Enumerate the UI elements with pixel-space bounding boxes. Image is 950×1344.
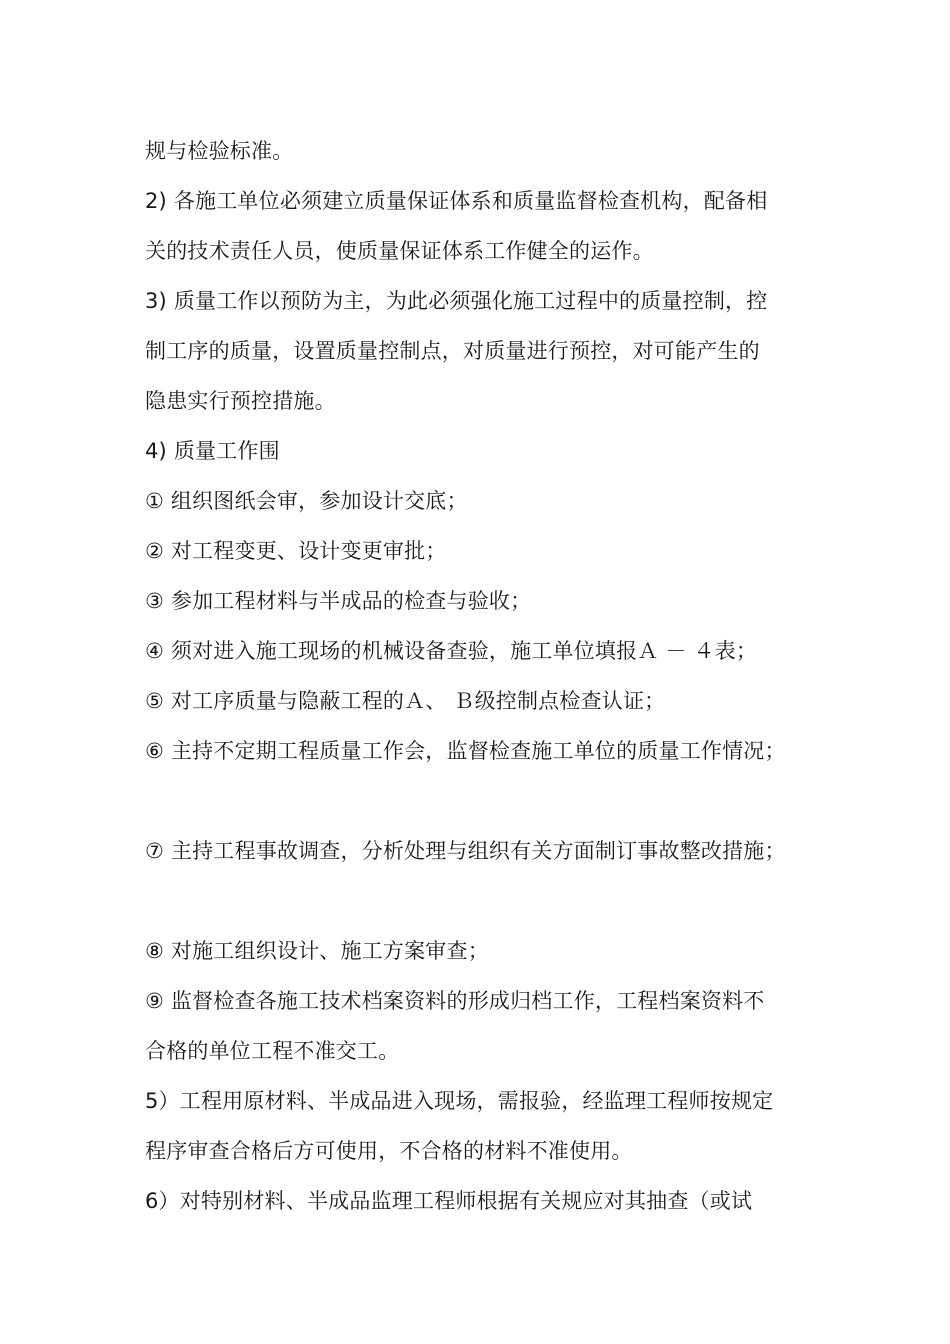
text-line: 6）对特别材料、半成品监理工程师根据有关规应对其抽查（或试 — [145, 1189, 753, 1213]
blank-line — [145, 876, 835, 926]
document-body — [145, 126, 835, 1226]
text-line: 关的技术责任人员，使质量保证体系工作健全的运作。 — [145, 239, 654, 263]
list-item: ⑨ 监督检查各施工技术档案资料的形成归档工作，工程档案资料不 — [145, 989, 765, 1013]
text-line: 5）工程用原材料、半成品进入现场，需报验，经监理工程师按规定 — [145, 1089, 774, 1113]
list-item: ⑦ 主持工程事故调查，分析处理与组织有关方面制订事故整改措施； — [145, 839, 786, 863]
list-item: ③ 参加工程材料与半成品的检查与验收； — [145, 589, 532, 613]
text-line: 2) 各施工单位必须建立质量保证体系和质量监督检查机构，配备相 — [145, 189, 768, 213]
text-line: 合格的单位工程不准交工。 — [145, 1039, 400, 1063]
list-item: ⑧ 对施工组织设计、施工方案审查； — [145, 939, 489, 963]
blank-line — [145, 776, 835, 826]
text-line: 程序审查合格后方可使用，不合格的材料不准使用。 — [145, 1139, 633, 1163]
list-item: ② 对工程变更、设计变更审批； — [145, 539, 447, 563]
text-line: 隐患实行预控措施。 — [145, 389, 336, 413]
list-item: ① 组织图纸会审，参加设计交底； — [145, 489, 468, 513]
text-line: 规与检验标准。 — [145, 139, 294, 163]
text-line: 制工序的质量，设置质量控制点，对质量进行预控，对可能产生的 — [145, 339, 760, 363]
list-item: ④ 须对进入施工现场的机械设备查验，施工单位填报Ａ － ４表； — [145, 639, 758, 663]
text-line: 3) 质量工作以预防为主，为此必须强化施工过程中的质量控制，控 — [145, 289, 768, 313]
text-line: 4) 质量工作围 — [145, 439, 280, 463]
list-item: ⑤ 对工序质量与隐蔽工程的Ａ、 Ｂ级控制点检查认证； — [145, 689, 666, 713]
list-item: ⑥ 主持不定期工程质量工作会，监督检查施工单位的质量工作情况； — [145, 739, 786, 763]
